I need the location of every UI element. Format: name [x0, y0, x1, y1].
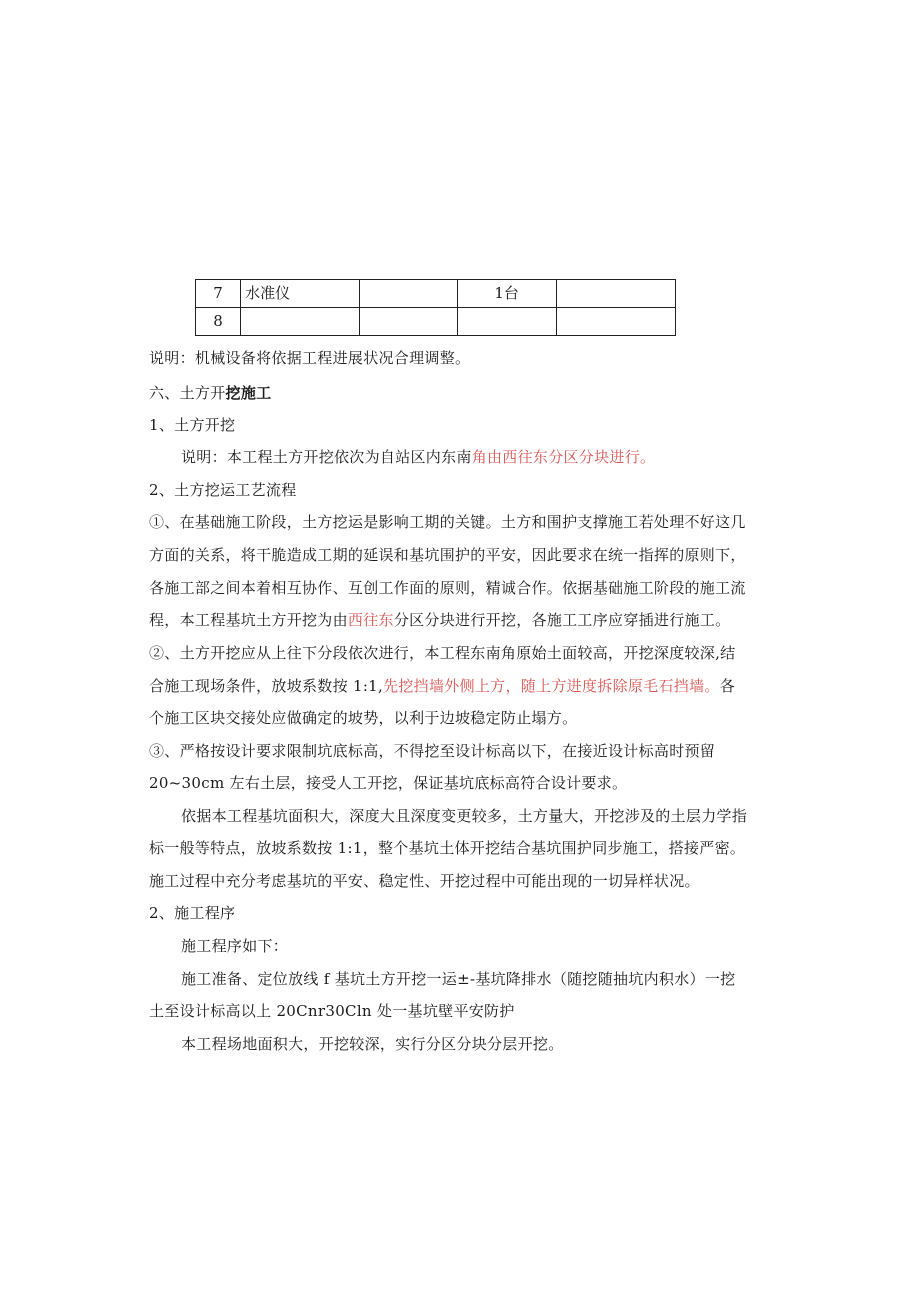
para-4-line-2: 标一般等特点，放坡系数按 1:1，整个基坑土体开挖结合基坑围护同步施工，搭接严密。 [149, 839, 746, 857]
para-2-line-2-a: 合施工现场条件，放坡系数按 1:1, [149, 677, 384, 695]
para-1-line-4-highlight: 西往东 [347, 611, 394, 629]
section-6-title-prefix: 六、土方开 [149, 384, 226, 402]
para-2-line-2-highlight: 先挖挡墙外侧上方，随上方进度拆除原毛石挡墙。 [383, 677, 720, 695]
para-4-line-1: 依据本工程基坑面积大，深度大且深度变更较多，土方量大，开挖涉及的土层力学指 [181, 807, 748, 825]
sub-1-desc-highlight: 角由西往东分区分块进行。 [471, 448, 656, 466]
para-1-line-4-b: 分区分块进行开挖，各施工工序应穿插进行施工。 [393, 611, 731, 629]
table-cell-qty [457, 308, 556, 336]
para-2-line-2-b: 各 [719, 677, 735, 695]
table-cell-qty: 1台 [457, 280, 556, 308]
para-1-line-1: ①、在基础施工阶段，土方挖运是影响工期的关键。土方和围护支撑施工若处理不好这几 [149, 513, 746, 531]
para-3-line-1: ③、严格按设计要求限制坑底标高，不得挖至设计标高以下，在接近设计标高时预留 [149, 742, 716, 760]
table-cell-note [556, 280, 675, 308]
sub-3-intro: 施工程序如下： [181, 937, 289, 955]
para-2-line-3: 个施工区块交接处应做确定的坡势，以利于边坡稳定防止塌方。 [149, 709, 578, 727]
table-cell-no: 7 [196, 280, 241, 308]
equipment-table [195, 279, 676, 336]
section-6-title-bold: 挖施工 [225, 384, 272, 402]
table-cell-name [241, 308, 360, 336]
para-1-line-3: 各施工部之间本着相互协作、互创工作面的原则，精诚合作。依据基础施工阶段的施工流 [149, 579, 746, 597]
table-row [196, 308, 676, 336]
para-1-line-4-a: 程，本工程基坑土方开挖为由 [149, 611, 348, 629]
table-cell-spec [360, 308, 457, 336]
sub-3-title: 2、施工程序 [149, 904, 236, 922]
sub-1-title: 1、土方开挖 [149, 416, 236, 434]
para-1-line-4 [149, 610, 730, 630]
para-3-line-2: 20~30cm 左右土层，接受人工开挖，保证基坑底标高符合设计要求。 [149, 774, 628, 792]
sub-2-title: 2、土方挖运工艺流程 [149, 481, 297, 499]
equipment-note: 说明：机械设备将依据工程进展状况合理调整。 [149, 349, 471, 367]
flow-line-2: 土至设计标高以上 20Cnr30Cln 处一基坑壁平安防护 [149, 1002, 515, 1020]
section-6-title [149, 383, 271, 403]
para-1-line-2: 方面的关系，将干脆造成工期的延误和基坑围护的平安，因此要求在统一指挥的原则下， [149, 546, 746, 564]
flow-line-1: 施工准备、定位放线 f 基坑土方开挖一运±-基坑降排水（随挖随抽坑内积水）一挖 [181, 970, 736, 988]
sub-1-description [181, 447, 655, 467]
para-2-line-1: ②、土方开挖应从上往下分段依次进行，本工程东南角原始土面较高，开挖深度较深,结 [149, 644, 736, 662]
table-cell-no: 8 [196, 308, 241, 336]
closing-line: 本工程场地面积大，开挖较深，实行分区分块分层开挖。 [181, 1035, 564, 1053]
table-cell-name: 水准仪 [241, 280, 360, 308]
para-4-line-3: 施工过程中充分考虑基坑的平安、稳定性、开挖过程中可能出现的一切异样状况。 [149, 872, 700, 890]
table-cell-note [556, 308, 675, 336]
sub-1-desc-plain: 说明：本工程土方开挖依次为自站区内东南 [181, 448, 472, 466]
table-row [196, 280, 676, 308]
para-2-line-2 [149, 676, 735, 696]
table-cell-spec [360, 280, 457, 308]
